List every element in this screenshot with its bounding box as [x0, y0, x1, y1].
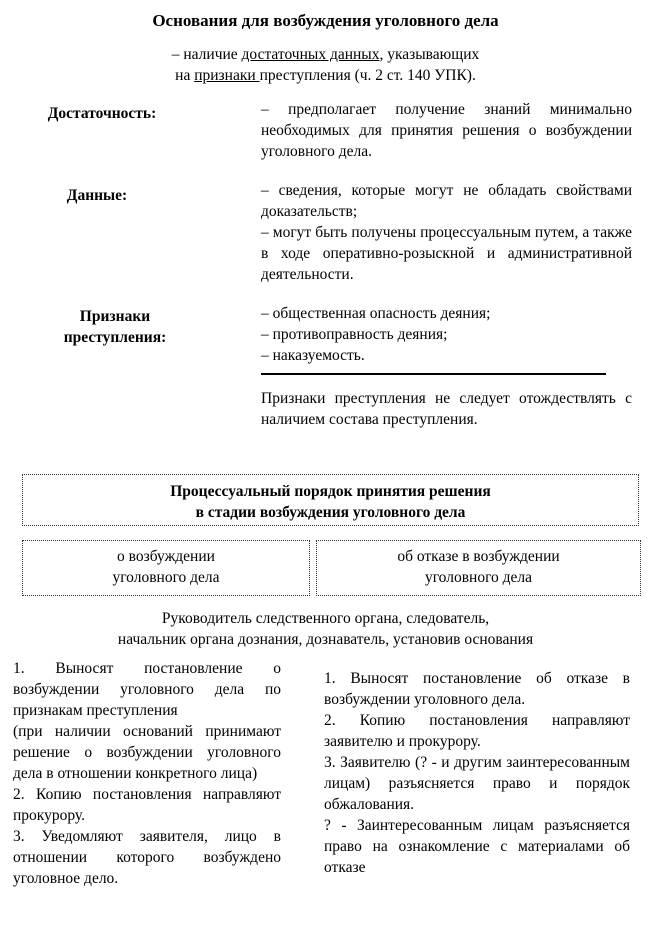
- option-initiate-box: о возбуждении уголовного дела: [22, 540, 310, 596]
- initiate-steps: [13, 658, 281, 889]
- initiate-step: 1. Выносят постановление о возбуждении уголовного дела по признакам преступления: [13, 660, 281, 719]
- sufficiency-text: – предполагает получение знаний минимально необходимых для принятия решения о возбуждении уголовного дела.: [261, 101, 632, 160]
- refuse-steps: [324, 668, 630, 878]
- data-item: – могут быть получены процессуальным путем, а также в ходе оперативно-розыскной и административной деятельности.: [261, 224, 632, 283]
- signs-item: – общественная опасность деяния;: [261, 305, 491, 322]
- signs-note: Признаки преступления не следует отождествлять с наличием состава преступления.: [261, 390, 632, 428]
- data-item: – сведения, которые могут не обладать свойствами доказательств;: [261, 182, 632, 220]
- definition: [100, 44, 551, 86]
- data-label: Данные:: [66, 187, 128, 204]
- procedure-box: Процессуальный порядок принятия решения в стадии возбуждения уголовного дела: [22, 474, 639, 526]
- refuse-step: 3. Заявителю (? - и другим заинтересованным лицам) разъясняется право и порядок обжалования.: [324, 754, 630, 813]
- data-text: [261, 180, 632, 285]
- signs-item: – наказуемость.: [261, 347, 365, 364]
- option-refuse-box: об отказе в возбуждении уголовного дела: [316, 540, 641, 596]
- initiate-step: (при наличии оснований принимают решение о возбуждении уголовного дела в отношении конкретного лица): [13, 723, 281, 782]
- refuse-step: ? - Заинтересованным лицам разъясняется право на ознакомление с материалами об отказе: [324, 817, 630, 876]
- refuse-step: 1. Выносят постановление об отказе в возбуждении уголовного дела.: [324, 670, 630, 708]
- definition-line-2: на признаки преступления (ч. 2 ст. 140 УПК).: [175, 67, 476, 84]
- sufficiency-label: Достаточность:: [47, 105, 157, 122]
- page-title: Основания для возбуждения уголовного дела: [152, 11, 499, 30]
- underlined-term-sufficient-data: достаточных данных: [241, 46, 380, 63]
- signs-label: Признаки преступления:: [63, 308, 167, 346]
- signs-list: [261, 303, 632, 366]
- initiate-step: 3. Уведомляют заявителя, лицо в отношении которого возбуждено уголовное дело.: [13, 828, 281, 887]
- definition-line-1: – наличие достаточных данных, указывающих: [171, 46, 480, 63]
- divider-line: [261, 373, 606, 375]
- signs-item: – противоправность деяния;: [261, 326, 448, 343]
- refuse-step: 2. Копию постановления направляют заявителю и прокурору.: [324, 712, 630, 750]
- underlined-term-signs: признаки: [194, 67, 260, 84]
- authority-text: Руководитель следственного органа, следователь, начальник органа дознания, дознаватель, установив основания: [117, 610, 534, 648]
- initiate-step: 2. Копию постановления направляют прокурору.: [13, 786, 281, 824]
